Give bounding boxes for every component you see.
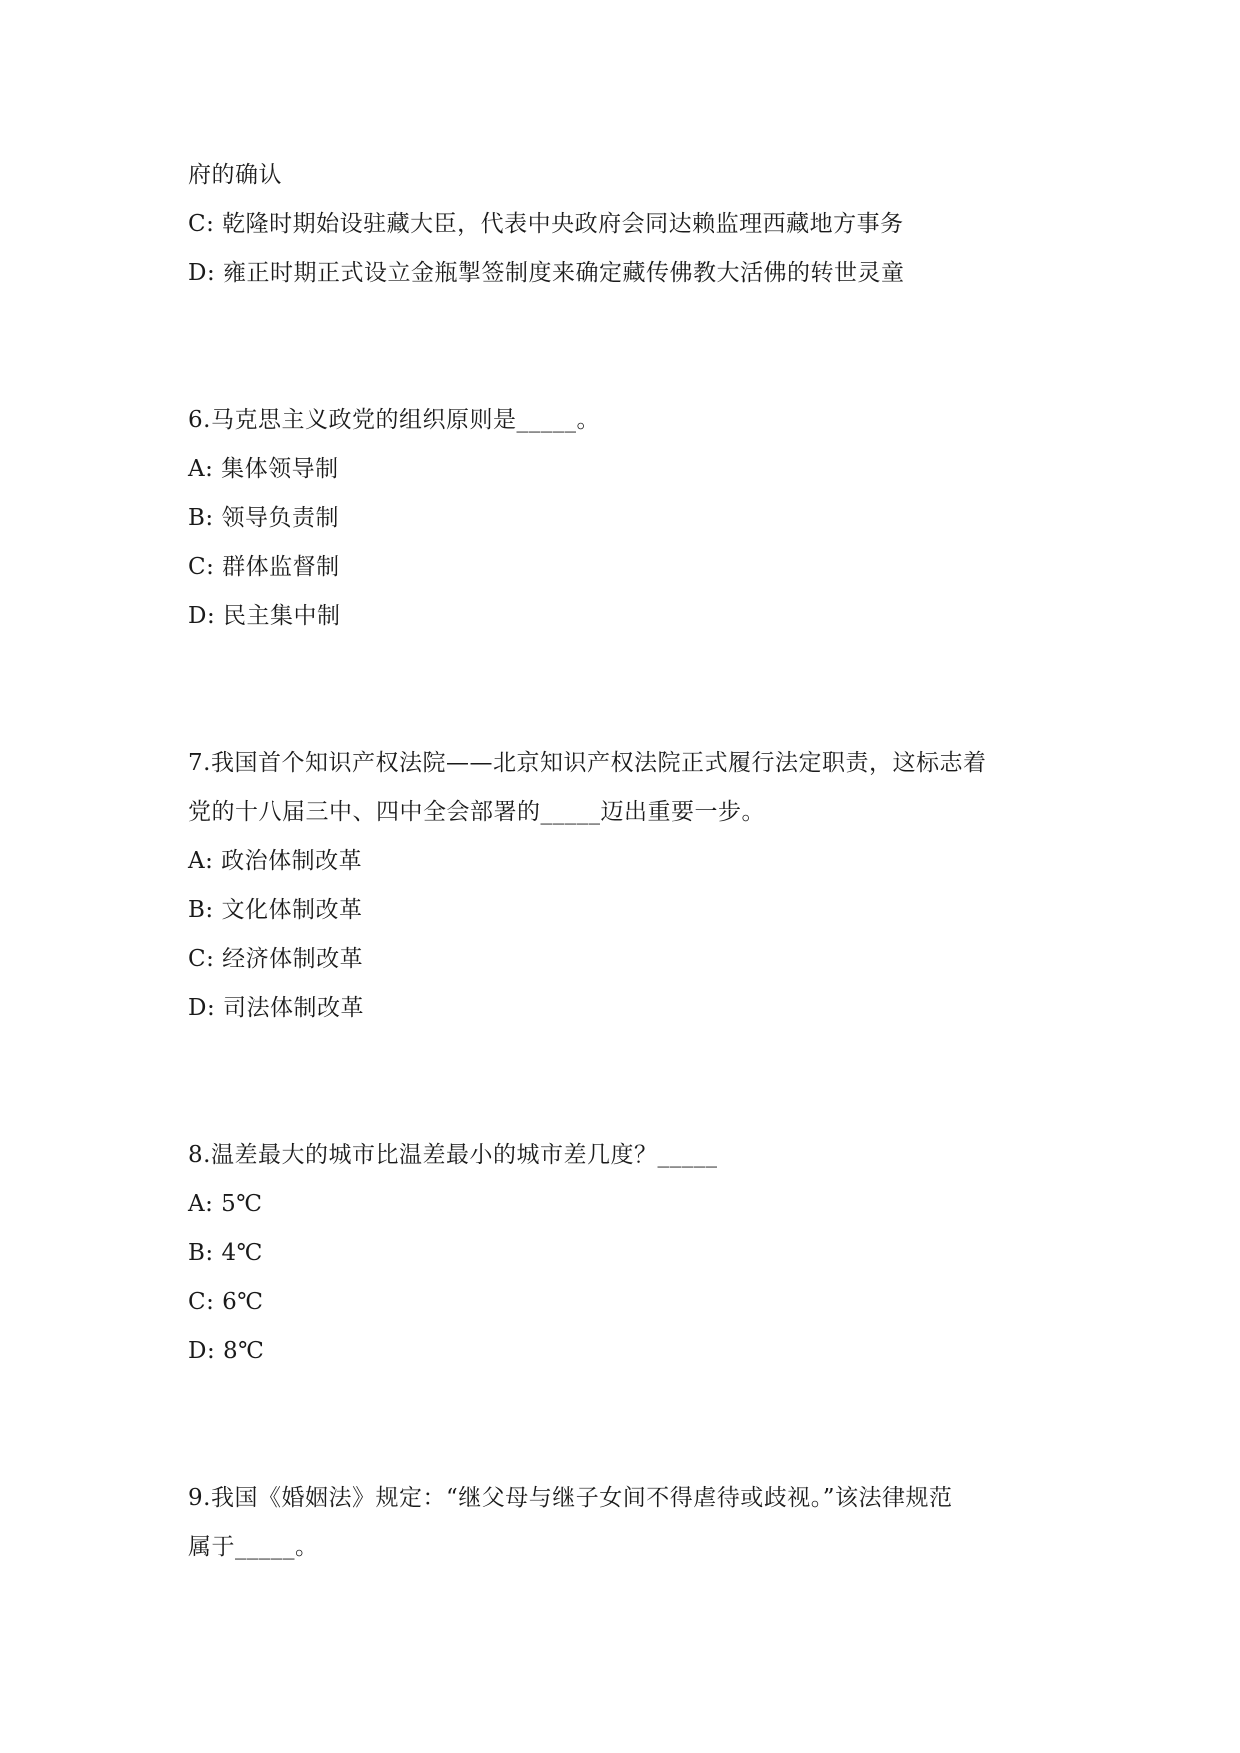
question-5-option-c: C: 乾隆时期始设驻藏大臣，代表中央政府会同达赖监理西藏地方事务 bbox=[188, 211, 904, 237]
question-6-option-d: D: 民主集中制 bbox=[188, 603, 341, 629]
question-6-option-b: B: 领导负责制 bbox=[188, 505, 339, 531]
question-6-option-c: C: 群体监督制 bbox=[188, 554, 340, 580]
question-7-option-d: D: 司法体制改革 bbox=[188, 995, 365, 1021]
question-5-option-d: D: 雍正时期正式设立金瓶掣签制度来确定藏传佛教大活佛的转世灵童 bbox=[188, 260, 905, 286]
question-7-option-a: A: 政治体制改革 bbox=[188, 848, 363, 874]
question-8-option-d: D: 8℃ bbox=[188, 1338, 265, 1364]
question-7-stem-line-2: 党的十八届三中、四中全会部署的_____迈出重要一步。 bbox=[188, 799, 765, 825]
question-6-stem: 6.马克思主义政党的组织原则是_____。 bbox=[188, 407, 600, 433]
question-8-option-a: A: 5℃ bbox=[188, 1191, 263, 1217]
question-5-stem-tail: 府的确认 bbox=[188, 162, 282, 188]
question-9-stem-line-1: 9.我国《婚姻法》规定：“继父母与继子女间不得虐待或歧视。”该法律规范 bbox=[188, 1485, 953, 1511]
question-6-option-a: A: 集体领导制 bbox=[188, 456, 339, 482]
question-7-option-b: B: 文化体制改革 bbox=[188, 897, 363, 923]
question-8-option-c: C: 6℃ bbox=[188, 1289, 264, 1315]
question-8-stem: 8.温差最大的城市比温差最小的城市差几度？_____ bbox=[188, 1142, 718, 1168]
question-7-option-c: C: 经济体制改革 bbox=[188, 946, 364, 972]
question-9-stem-line-2: 属于_____。 bbox=[188, 1534, 319, 1560]
question-8-option-b: B: 4℃ bbox=[188, 1240, 263, 1266]
question-7-stem-line-1: 7.我国首个知识产权法院——北京知识产权法院正式履行法定职责，这标志着 bbox=[188, 750, 987, 776]
